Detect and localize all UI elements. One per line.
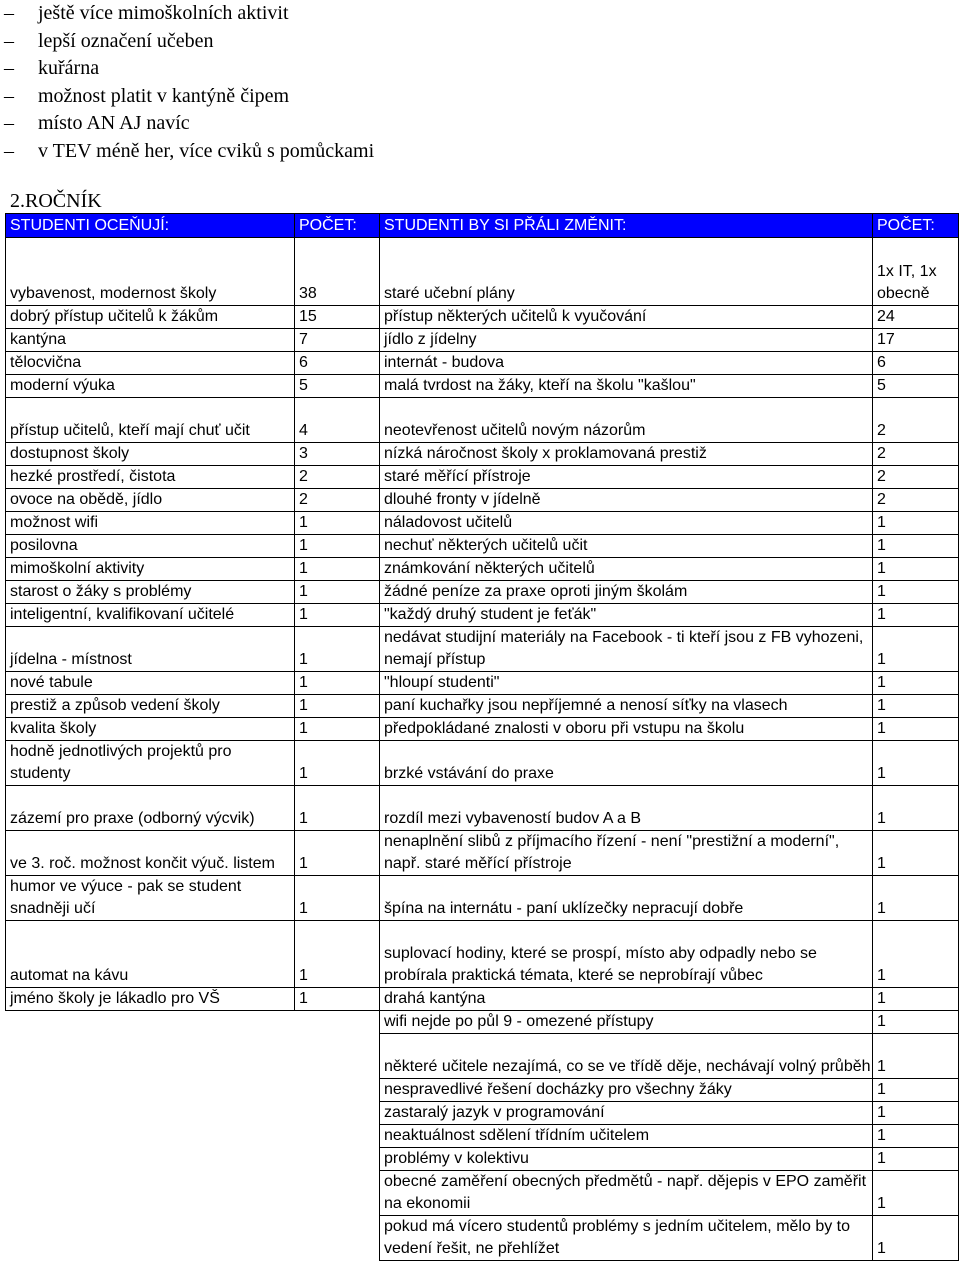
appreciated-item	[6, 1011, 295, 1034]
change-item: paní kuchařky jsou nepříjemné a nenosí síťky na vlasech	[380, 695, 873, 718]
change-item: neaktuálnost sdělení třídním učitelem	[380, 1125, 873, 1148]
appreciated-count	[295, 1216, 380, 1261]
change-count: 2	[873, 398, 959, 443]
header-count: POČET:	[295, 214, 380, 238]
appreciated-item: ovoce na obědě, jídlo	[6, 489, 295, 512]
table-row	[6, 489, 959, 512]
table-row	[6, 1148, 959, 1171]
appreciated-item: dobrý přístup učitelů k žákům	[6, 306, 295, 329]
appreciated-count	[295, 1171, 380, 1216]
table-row	[6, 1034, 959, 1079]
change-item: internát - budova	[380, 352, 873, 375]
change-count: 1	[873, 1034, 959, 1079]
header-appreciate: STUDENTI OCEŇUJÍ:	[6, 214, 295, 238]
dash-icon: –	[4, 139, 14, 162]
appreciated-count: 7	[295, 329, 380, 352]
table-row	[6, 672, 959, 695]
change-count: 1	[873, 831, 959, 876]
table-header-row	[6, 214, 959, 238]
appreciated-count	[295, 1148, 380, 1171]
table-row	[6, 535, 959, 558]
bullet-item	[0, 83, 960, 111]
appreciated-count: 1	[295, 921, 380, 988]
change-item: obecné zaměření obecných předmětů - např. dějepis v EPO zaměřit na ekonomii	[380, 1171, 873, 1216]
change-item: neotevřenost učitelů novým názorům	[380, 398, 873, 443]
table-row	[6, 831, 959, 876]
change-count: 1	[873, 535, 959, 558]
table-row	[6, 695, 959, 718]
table-row	[6, 786, 959, 831]
table-row	[6, 1171, 959, 1216]
table-row	[6, 1125, 959, 1148]
change-count: 24	[873, 306, 959, 329]
bullet-text: místo AN AJ navíc	[38, 112, 190, 135]
change-item: rozdíl mezi vybaveností budov A a B	[380, 786, 873, 831]
appreciated-count: 2	[295, 466, 380, 489]
change-item: nízká náročnost školy x proklamovaná prestiž	[380, 443, 873, 466]
appreciated-item: možnost wifi	[6, 512, 295, 535]
table-row	[6, 921, 959, 988]
table-row	[6, 876, 959, 921]
table-row	[6, 1079, 959, 1102]
dash-icon: –	[4, 112, 14, 135]
change-item: některé učitele nezajímá, co se ve třídě děje, nechávají volný průběh	[380, 1034, 873, 1079]
change-count: 1	[873, 876, 959, 921]
change-item: dlouhé fronty v jídelně	[380, 489, 873, 512]
change-item: malá tvrdost na žáky, kteří na školu "kašlou"	[380, 375, 873, 398]
change-item: staré měřící přístroje	[380, 466, 873, 489]
appreciated-item: inteligentní, kvalifikovaní učitelé	[6, 604, 295, 627]
table-row	[6, 306, 959, 329]
change-count: 5	[873, 375, 959, 398]
change-count: 1	[873, 988, 959, 1011]
bullet-list	[0, 0, 960, 166]
appreciated-count: 1	[295, 512, 380, 535]
change-item: nedávat studijní materiály na Facebook - ti kteří jsou z FB vyhozeni, nemají přístup	[380, 627, 873, 672]
change-count: 1x IT, 1x obecně	[873, 238, 959, 306]
appreciated-count: 6	[295, 352, 380, 375]
appreciated-count: 1	[295, 876, 380, 921]
change-item: zastaralý jazyk v programování	[380, 1102, 873, 1125]
appreciated-item	[6, 1216, 295, 1261]
bullet-item	[0, 28, 960, 56]
change-count: 1	[873, 604, 959, 627]
change-item: drahá kantýna	[380, 988, 873, 1011]
appreciated-item: hodně jednotlivých projektů pro studenty	[6, 741, 295, 786]
change-count: 1	[873, 695, 959, 718]
appreciated-item: ve 3. roč. možnost končit výuč. listem	[6, 831, 295, 876]
appreciated-count	[295, 1034, 380, 1079]
change-item: "každý druhý student je feťák"	[380, 604, 873, 627]
bullet-text: ještě více mimoškolních aktivit	[38, 2, 289, 24]
appreciated-item: tělocvična	[6, 352, 295, 375]
bullet-text: v TEV méně her, více cviků s pomůckami	[38, 139, 375, 162]
appreciated-item: dostupnost školy	[6, 443, 295, 466]
bullet-text: kuřárna	[38, 57, 100, 80]
bullet-text: možnost platit v kantýně čipem	[38, 84, 290, 107]
change-item: problémy v kolektivu	[380, 1148, 873, 1171]
change-count: 1	[873, 718, 959, 741]
table-row	[6, 604, 959, 627]
dash-icon: –	[4, 2, 14, 24]
appreciated-item: mimoškolní aktivity	[6, 558, 295, 581]
table-row	[6, 375, 959, 398]
change-item: "hloupí studenti"	[380, 672, 873, 695]
change-count: 1	[873, 786, 959, 831]
appreciated-item: jméno školy je lákadlo pro VŠ	[6, 988, 295, 1011]
change-count: 2	[873, 466, 959, 489]
change-item: staré učební plány	[380, 238, 873, 306]
change-item: předpokládané znalosti v oboru při vstupu na školu	[380, 718, 873, 741]
table-row	[6, 718, 959, 741]
table-row	[6, 443, 959, 466]
change-count: 1	[873, 627, 959, 672]
dash-icon: –	[4, 29, 14, 52]
appreciated-item: zázemí pro praxe (odborný výcvik)	[6, 786, 295, 831]
appreciated-count	[295, 1102, 380, 1125]
appreciated-count: 38	[295, 238, 380, 306]
survey-table	[5, 213, 959, 1261]
appreciated-count: 5	[295, 375, 380, 398]
appreciated-count: 1	[295, 741, 380, 786]
table-row	[6, 558, 959, 581]
change-item: brzké vstávání do praxe	[380, 741, 873, 786]
bullet-text: lepší označení učeben	[38, 29, 214, 52]
change-count: 1	[873, 1216, 959, 1261]
bullet-item	[0, 55, 960, 83]
change-item: suplovací hodiny, které se prospí, místo aby odpadly nebo se probírala praktická témata, které se neprobírají vůbec	[380, 921, 873, 988]
table-row	[6, 352, 959, 375]
change-count: 1	[873, 558, 959, 581]
appreciated-count: 15	[295, 306, 380, 329]
appreciated-item: posilovna	[6, 535, 295, 558]
section-heading: 2.ROČNÍK	[10, 190, 102, 212]
table-row	[6, 988, 959, 1011]
change-item: nechuť některých učitelů učit	[380, 535, 873, 558]
appreciated-item: starost o žáky s problémy	[6, 581, 295, 604]
appreciated-item	[6, 1171, 295, 1216]
appreciated-count: 1	[295, 988, 380, 1011]
change-item: jídlo z jídelny	[380, 329, 873, 352]
appreciated-count: 1	[295, 627, 380, 672]
appreciated-item: kantýna	[6, 329, 295, 352]
appreciated-count: 1	[295, 786, 380, 831]
appreciated-item	[6, 1034, 295, 1079]
change-item: pokud má vícero studentů problémy s jedním učitelem, mělo by to vedení řešit, ne přehlížet	[380, 1216, 873, 1261]
table-row	[6, 238, 959, 306]
table-row	[6, 466, 959, 489]
appreciated-item: vybavenost, modernost školy	[6, 238, 295, 306]
dash-icon: –	[4, 84, 14, 107]
table-row	[6, 627, 959, 672]
change-item: přístup některých učitelů k vyučování	[380, 306, 873, 329]
appreciated-count: 1	[295, 831, 380, 876]
appreciated-item	[6, 1148, 295, 1171]
change-count: 1	[873, 741, 959, 786]
table-row	[6, 329, 959, 352]
appreciated-item	[6, 1079, 295, 1102]
appreciated-count: 1	[295, 558, 380, 581]
appreciated-count: 2	[295, 489, 380, 512]
change-count: 1	[873, 1148, 959, 1171]
change-item: žádné peníze za praxe oproti jiným školám	[380, 581, 873, 604]
change-item: známkování některých učitelů	[380, 558, 873, 581]
change-count: 1	[873, 1011, 959, 1034]
header-count: POČET:	[873, 214, 959, 238]
change-count: 2	[873, 489, 959, 512]
appreciated-count: 1	[295, 604, 380, 627]
appreciated-count	[295, 1011, 380, 1034]
change-item: nespravedlivé řešení docházky pro všechny žáky	[380, 1079, 873, 1102]
appreciated-count	[295, 1079, 380, 1102]
appreciated-item: automat na kávu	[6, 921, 295, 988]
change-item: náladovost učitelů	[380, 512, 873, 535]
appreciated-count: 1	[295, 695, 380, 718]
appreciated-item: humor ve výuce - pak se student snadněji učí	[6, 876, 295, 921]
appreciated-item: jídelna - místnost	[6, 627, 295, 672]
table-row	[6, 1102, 959, 1125]
bullet-item	[0, 0, 960, 28]
change-count: 6	[873, 352, 959, 375]
appreciated-item: nové tabule	[6, 672, 295, 695]
table-row	[6, 512, 959, 535]
appreciated-count: 1	[295, 581, 380, 604]
appreciated-count: 1	[295, 718, 380, 741]
dash-icon: –	[4, 57, 14, 80]
appreciated-item: prestiž a způsob vedení školy	[6, 695, 295, 718]
appreciated-item: přístup učitelů, kteří mají chuť učit	[6, 398, 295, 443]
appreciated-count: 3	[295, 443, 380, 466]
appreciated-item	[6, 1125, 295, 1148]
appreciated-count: 1	[295, 672, 380, 695]
change-item: wifi nejde po půl 9 - omezené přístupy	[380, 1011, 873, 1034]
change-count: 1	[873, 1171, 959, 1216]
change-count: 1	[873, 1102, 959, 1125]
appreciated-count: 4	[295, 398, 380, 443]
table-row	[6, 741, 959, 786]
change-count: 17	[873, 329, 959, 352]
bullet-item	[0, 138, 960, 166]
change-count: 1	[873, 512, 959, 535]
bullet-item	[0, 110, 960, 138]
change-count: 1	[873, 921, 959, 988]
header-change: STUDENTI BY SI PŘÁLI ZMĚNIT:	[380, 214, 873, 238]
appreciated-item	[6, 1102, 295, 1125]
table-row	[6, 398, 959, 443]
change-count: 2	[873, 443, 959, 466]
table-row	[6, 1011, 959, 1034]
change-item: špína na internátu - paní uklízečky nepracují dobře	[380, 876, 873, 921]
change-count: 1	[873, 1125, 959, 1148]
appreciated-item: kvalita školy	[6, 718, 295, 741]
change-count: 1	[873, 1079, 959, 1102]
change-count: 1	[873, 672, 959, 695]
appreciated-item: hezké prostředí, čistota	[6, 466, 295, 489]
appreciated-item: moderní výuka	[6, 375, 295, 398]
change-item: nenaplnění slibů z příjmacího řízení - není "prestižní a moderní", např. staré měřící přístroje	[380, 831, 873, 876]
appreciated-count: 1	[295, 535, 380, 558]
table-body	[6, 238, 959, 1261]
change-count: 1	[873, 581, 959, 604]
table-row	[6, 1216, 959, 1261]
appreciated-count	[295, 1125, 380, 1148]
table-row	[6, 581, 959, 604]
